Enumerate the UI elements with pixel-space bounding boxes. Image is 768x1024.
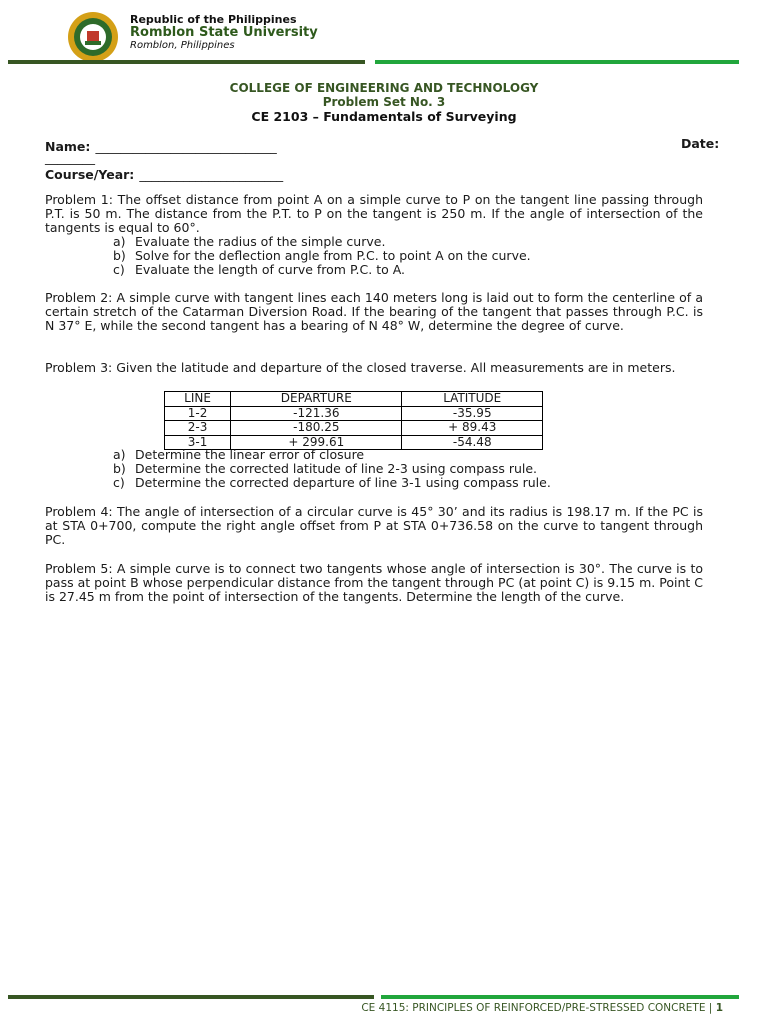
problem-4: [45, 505, 703, 547]
page-footer: [361, 1002, 723, 1014]
problem-3-item-b: b) Determine the corrected latitude of line 2-3 using compass rule.: [113, 461, 538, 476]
course-year-label: Course/Year:: [45, 167, 135, 182]
letterhead-location: Romblon, Philippines: [130, 40, 235, 51]
table-row: [165, 406, 543, 421]
table-cell: 1-2: [165, 406, 231, 421]
name-label: Name:: [45, 139, 91, 154]
date-line: ________: [45, 150, 95, 165]
table-cell: + 89.43: [402, 421, 543, 436]
table-cell: -121.36: [231, 406, 402, 421]
problem-2: [45, 291, 703, 333]
letterhead-country: Republic of the Philippines: [130, 13, 297, 26]
college-title: COLLEGE OF ENGINEERING AND TECHNOLOGY: [229, 81, 539, 95]
problem-1-item-c: c) Evaluate the length of curve from P.C. to A.: [113, 262, 406, 277]
problem-5: [45, 562, 703, 604]
table-cell: 3-1: [165, 435, 231, 450]
header-rule-dark: [8, 60, 365, 64]
page-number: 1: [715, 1002, 723, 1014]
table-header-latitude: LATITUDE: [402, 392, 543, 407]
traverse-table: [164, 391, 543, 450]
name-line: _____________________________: [95, 139, 277, 154]
problem-1-text: Problem 1: The offset distance from point A on a simple curve to P on the tangent line passing through P.T. is 50 m. The distance from the P.T. to P on the tangent is 250 m. If the angle of intersection of the tangents is equal to 60°.: [45, 192, 703, 235]
course-year-line: _______________________: [139, 167, 284, 182]
course-title: CE 2103 – Fundamentals of Surveying: [251, 109, 517, 124]
table-cell: -54.48: [402, 435, 543, 450]
problem-2-text: Problem 2: A simple curve with tangent lines each 140 meters long is laid out to form the centerline of a certain stretch of the Catarman Diversion Road. If the bearing of the tangent that passes through P.C. is N 37° E, while the second tangent has a bearing of N 48° W, determine the degree of curve.: [45, 290, 703, 333]
table-header-line: LINE: [165, 392, 231, 407]
table-cell: -180.25: [231, 421, 402, 436]
footer-course-text: CE 4115: PRINCIPLES OF REINFORCED/PRE-STRESSED CONCRETE |: [361, 1002, 713, 1014]
course-year-field: [45, 164, 283, 183]
problem-1: [45, 193, 703, 235]
table-header-row: [165, 392, 543, 407]
date-label: Date:: [681, 136, 720, 151]
table-header-departure: DEPARTURE: [231, 392, 402, 407]
problem-4-text: Problem 4: The angle of intersection of a circular curve is 45° 30’ and its radius is 198.17 m. If the PC is at STA 0+700, compute the right angle offset from P at STA 0+736.58 on the curve to tangent through PC.: [45, 504, 703, 547]
problem-3-text: Problem 3: Given the latitude and departure of the closed traverse. All measurements are in meters.: [45, 360, 676, 375]
table-cell: 2-3: [165, 421, 231, 436]
table-cell: -35.95: [402, 406, 543, 421]
problem-set-title: Problem Set No. 3: [322, 95, 446, 109]
problem-1-item-b: b) Solve for the deflection angle from P.C. to point A on the curve.: [113, 248, 531, 263]
problem-3-item-a: a) Determine the linear error of closure: [113, 447, 365, 462]
footer-rule-light: [381, 995, 739, 999]
problem-3-item-c: c) Determine the corrected departure of line 3-1 using compass rule.: [113, 475, 551, 490]
table-cell: + 299.61: [231, 435, 402, 450]
letterhead-university: Romblon State University: [130, 25, 318, 40]
header-rule-light: [375, 60, 739, 64]
problem-3: [45, 361, 703, 375]
table-row: [165, 421, 543, 436]
university-seal-icon: [67, 11, 119, 63]
footer-rule-dark: [8, 995, 374, 999]
problem-1-item-a: a) Evaluate the radius of the simple curve.: [113, 234, 386, 249]
problem-5-text: Problem 5: A simple curve is to connect two tangents whose angle of intersection is 30°. The curve is to pass at point B whose perpendicular distance from the tangent through PC (at point C) is 9.15 m. Point C is 27.45 m from the point of intersection of the tangents. Determine the length of the curve.: [45, 561, 703, 604]
